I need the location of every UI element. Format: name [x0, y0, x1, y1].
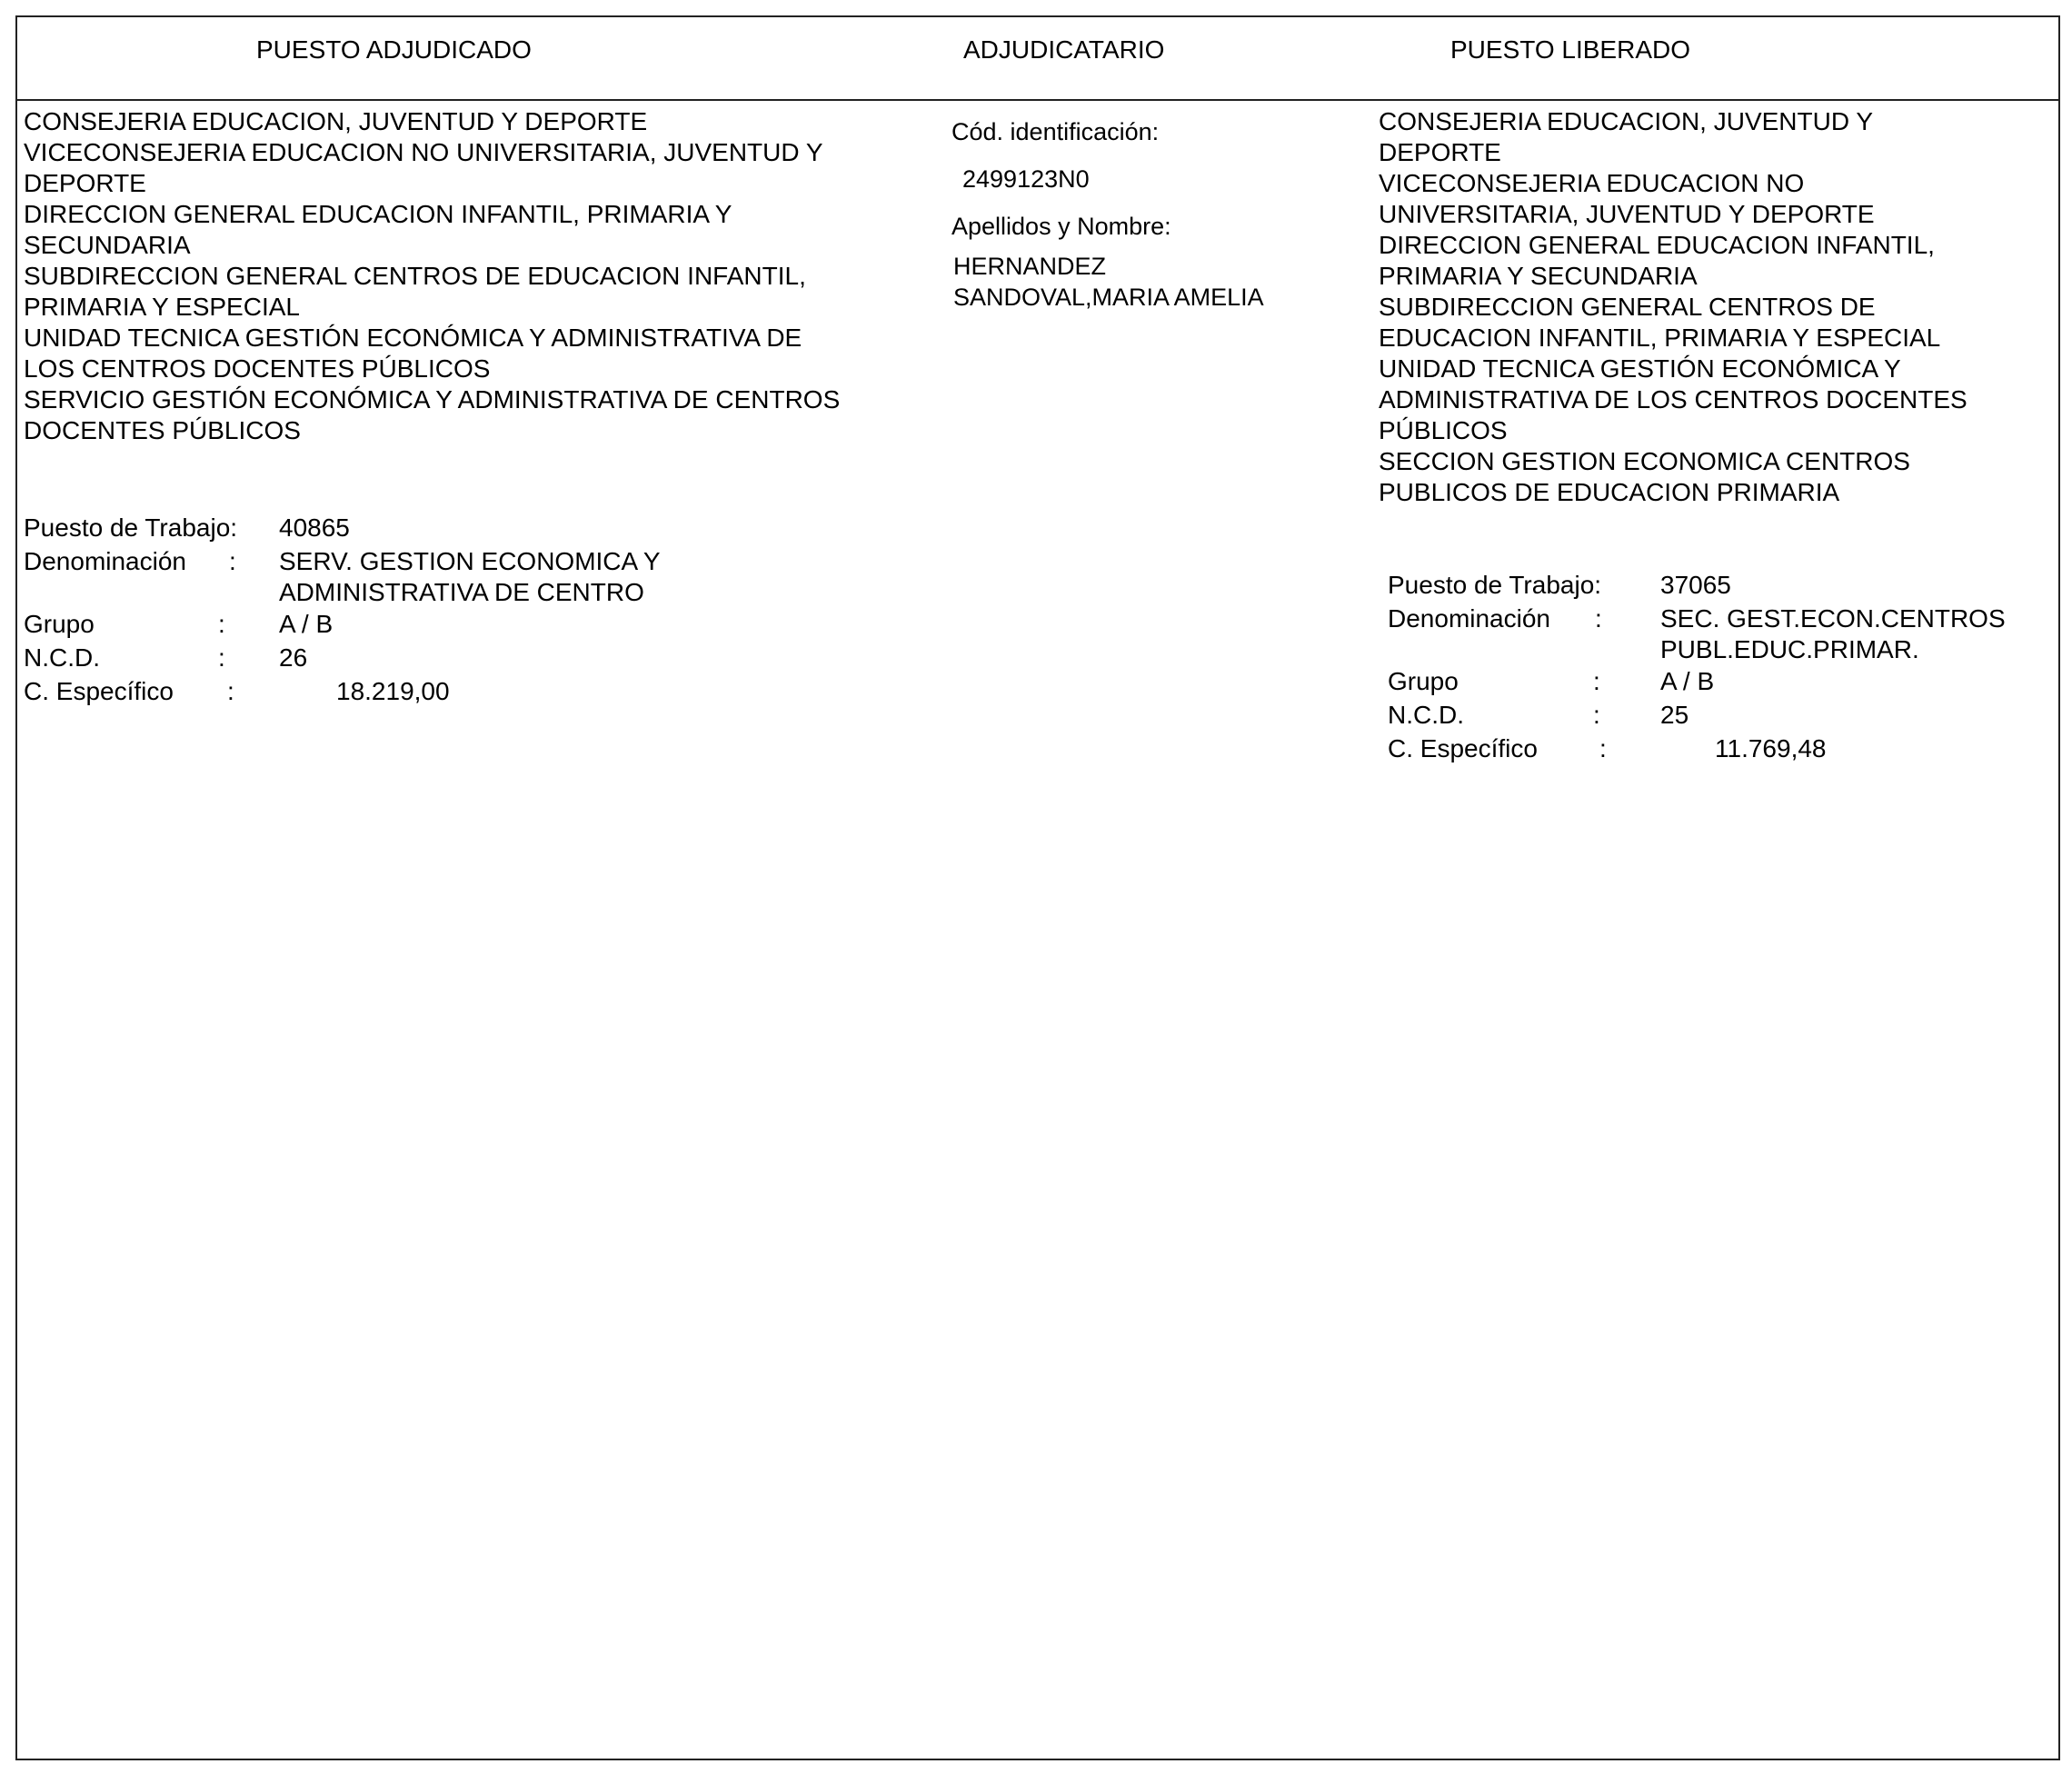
org-line: VICECONSEJERIA EDUCACION NO UNIVERSITARIA, JUVENTUD Y	[24, 138, 823, 166]
adjudicatario-nombre-label: Apellidos y Nombre:	[951, 213, 1171, 240]
org-line: CONSEJERIA EDUCACION, JUVENTUD Y DEPORTE	[24, 107, 648, 135]
puesto-value: 37065	[1660, 571, 1731, 599]
org-line: PUBLICOS DE EDUCACION PRIMARIA	[1379, 478, 1840, 506]
colon: :	[1599, 734, 1607, 762]
adjudicatario-cod-value: 2499123N0	[962, 165, 1090, 193]
denominacion-label: Denominación	[1388, 604, 1550, 633]
header-puesto-liberado: PUESTO LIBERADO	[1450, 35, 1691, 64]
ncd-value: 26	[279, 643, 308, 672]
org-line: PRIMARIA Y ESPECIAL	[24, 293, 300, 321]
adjudicatario-cod-label: Cód. identificación:	[951, 118, 1160, 145]
org-line: ADMINISTRATIVA DE LOS CENTROS DOCENTES	[1379, 385, 1967, 414]
puesto-label: Puesto de Trabajo:	[24, 513, 238, 542]
especifico-label: C. Específico	[1388, 734, 1538, 762]
colon: :	[1593, 701, 1600, 729]
org-line: VICECONSEJERIA EDUCACION NO	[1379, 169, 1805, 197]
org-line: EDUCACION INFANTIL, PRIMARIA Y ESPECIAL	[1379, 324, 1941, 352]
org-line: CONSEJERIA EDUCACION, JUVENTUD Y	[1379, 107, 1874, 135]
org-line: DEPORTE	[24, 169, 146, 197]
colon: :	[1595, 604, 1602, 633]
org-line: DIRECCION GENERAL EDUCACION INFANTIL, PRIMARIA Y	[24, 200, 732, 228]
adjudicatario-nombre	[953, 251, 1264, 313]
puesto-value: 40865	[279, 513, 350, 542]
especifico-value: 11.769,48	[1715, 734, 1827, 762]
org-line: SUBDIRECCION GENERAL CENTROS DE	[1379, 293, 1876, 321]
especifico-value: 18.219,00	[336, 677, 450, 705]
colon: :	[218, 610, 225, 638]
org-line: UNIDAD TECNICA GESTIÓN ECONÓMICA Y ADMINISTRATIVA DE	[24, 324, 802, 352]
org-line: SUBDIRECCION GENERAL CENTROS DE EDUCACION INFANTIL,	[24, 262, 806, 290]
header-adjudicatario: ADJUDICATARIO	[963, 35, 1165, 64]
grupo-value: A / B	[279, 610, 334, 638]
colon: :	[218, 643, 225, 672]
especifico-label: C. Específico	[24, 677, 174, 705]
org-line: PRIMARIA Y SECUNDARIA	[1379, 262, 1698, 290]
colon: :	[227, 677, 234, 705]
grupo-label: Grupo	[1388, 667, 1459, 695]
org-line: UNIVERSITARIA, JUVENTUD Y DEPORTE	[1379, 200, 1875, 228]
grupo-label: Grupo	[24, 610, 95, 638]
denominacion-value: PUBL.EDUC.PRIMAR.	[1660, 635, 1919, 663]
org-line: DEPORTE	[1379, 138, 1501, 166]
org-line: PÚBLICOS	[1379, 416, 1508, 444]
org-line: SECCION GESTION ECONOMICA CENTROS	[1379, 447, 1910, 475]
denominacion-label: Denominación	[24, 547, 186, 575]
grupo-value: A / B	[1660, 667, 1715, 695]
nombre-line: SANDOVAL,MARIA AMELIA	[953, 284, 1264, 311]
org-line: SERVICIO GESTIÓN ECONÓMICA Y ADMINISTRATIVA DE CENTROS	[24, 385, 841, 414]
nombre-line: HERNANDEZ	[953, 253, 1107, 280]
org-line: DIRECCION GENERAL EDUCACION INFANTIL,	[1379, 231, 1935, 259]
org-line: DOCENTES PÚBLICOS	[24, 416, 301, 444]
ncd-label: N.C.D.	[1388, 701, 1464, 729]
denominacion-value: ADMINISTRATIVA DE CENTRO	[279, 578, 644, 606]
header-divider	[15, 99, 2060, 101]
org-line: LOS CENTROS DOCENTES PÚBLICOS	[24, 354, 491, 383]
org-line: SECUNDARIA	[24, 231, 191, 259]
denominacion-value: SERV. GESTION ECONOMICA Y	[279, 547, 661, 575]
org-line: UNIDAD TECNICA GESTIÓN ECONÓMICA Y	[1379, 354, 1901, 383]
colon: :	[229, 547, 236, 575]
header-puesto-adjudicado: PUESTO ADJUDICADO	[256, 35, 532, 64]
ncd-label: N.C.D.	[24, 643, 100, 672]
denominacion-value: SEC. GEST.ECON.CENTROS	[1660, 604, 2006, 633]
ncd-value: 25	[1660, 701, 1689, 729]
adjudicado-org-block	[24, 106, 840, 446]
colon: :	[1593, 667, 1600, 695]
liberado-org-block	[1379, 106, 1967, 508]
puesto-label: Puesto de Trabajo:	[1388, 571, 1602, 599]
